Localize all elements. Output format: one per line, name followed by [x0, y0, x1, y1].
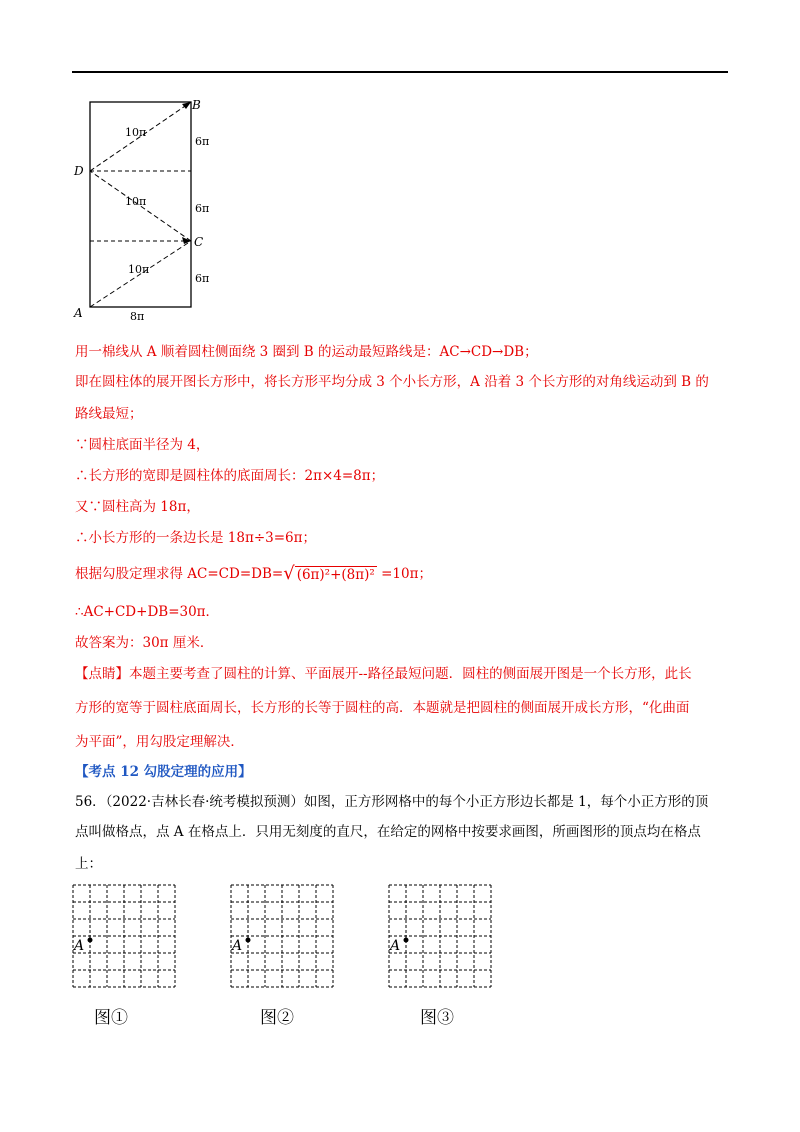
height-label-bottom: 6π — [195, 272, 210, 285]
solution-line-8 — [75, 563, 735, 586]
header-rule — [72, 71, 728, 73]
point-a-label: A — [232, 938, 243, 954]
comment-line-2: 方形的宽等于圆柱底面周长，长方形的长等于圆柱的高．本题就是把圆柱的侧面展开成长方形，“化曲面 — [75, 700, 690, 716]
solution-line-2: 即在圆柱体的展开图长方形中，将长方形平均分成 3 个小长方形，A 沿着 3 个长方形的对角线运动到 B 的 — [75, 374, 709, 390]
label-b: B — [192, 98, 201, 112]
label-a: A — [74, 306, 83, 320]
solution-line-4: ∵圆柱底面半径为 4， — [75, 437, 210, 453]
height-label-mid: 6π — [195, 202, 210, 215]
pythagoras-prefix: 根据勾股定理求得 AC=CD=DB= — [75, 566, 284, 582]
solution-line-10: 故答案为：30π 厘米． — [75, 635, 214, 651]
grid-caption-2: 图② — [260, 1008, 294, 1028]
arrow-c — [182, 237, 191, 244]
width-label: 8π — [130, 310, 145, 323]
label-d: D — [74, 164, 84, 178]
comment-line-1: 【点睛】本题主要考查了圆柱的计算、平面展开--路径最短问题．圆柱的侧面展开图是一个长方形，此长 — [75, 666, 692, 682]
segment-label-ac: 10π — [128, 263, 150, 276]
arrow-b — [182, 102, 191, 109]
section-heading: 【考点 12 勾股定理的应用】 — [75, 764, 252, 780]
pythagoras-result: =10π； — [376, 566, 432, 582]
segment-label-db: 10π — [125, 126, 147, 139]
grid-figure-1 — [70, 882, 180, 992]
problem-line-2: 点叫做格点，点 A 在格点上．只用无刻度的直尺，在给定的网格中按要求画图，所画图形的顶点均在格点 — [75, 824, 701, 840]
problem-line-3: 上： — [75, 856, 102, 872]
solution-line-7: ∴小长方形的一条边长是 18π÷3=6π； — [75, 530, 317, 546]
solution-line-1: 用一棉线从 A 顺着圆柱侧面绕 3 圈到 B 的运动最短路线是：AC→CD→DB； — [75, 344, 538, 360]
solution-line-9: ∴AC+CD+DB=30π． — [75, 604, 220, 620]
point-a-dot — [88, 938, 93, 943]
problem-line-1: 56．（2022·吉林长春·统考模拟预测）如图，正方形网格中的每个小正方形边长都是 1，每个小正方形的顶 — [75, 794, 709, 810]
solution-line-3: 路线最短； — [75, 406, 143, 422]
label-c: C — [194, 235, 204, 249]
grid-caption-3: 图③ — [420, 1008, 454, 1028]
cylinder-unfold-figure — [70, 95, 230, 330]
segment-label-cd: 10π — [125, 195, 147, 208]
grid-figure-3 — [386, 882, 496, 992]
point-a-label: A — [390, 938, 401, 954]
solution-line-5: ∴长方形的宽即是圆柱体的底面周长：2π×4=8π； — [75, 468, 385, 484]
point-a-label: A — [74, 938, 85, 954]
comment-line-3: 为平面”，用勾股定理解决． — [75, 734, 244, 750]
grid-caption-1: 图① — [94, 1008, 128, 1028]
point-a-dot — [404, 938, 409, 943]
solution-line-6: 又∵圆柱高为 18π， — [75, 499, 200, 515]
point-a-dot — [246, 938, 251, 943]
sqrt-radicand: (6π)²+(8π)² — [296, 567, 375, 583]
grid-figure-2 — [228, 882, 338, 992]
sqrt-expression: √ (6π)²+(8π)² — [283, 563, 375, 584]
height-label-top: 6π — [195, 135, 210, 148]
